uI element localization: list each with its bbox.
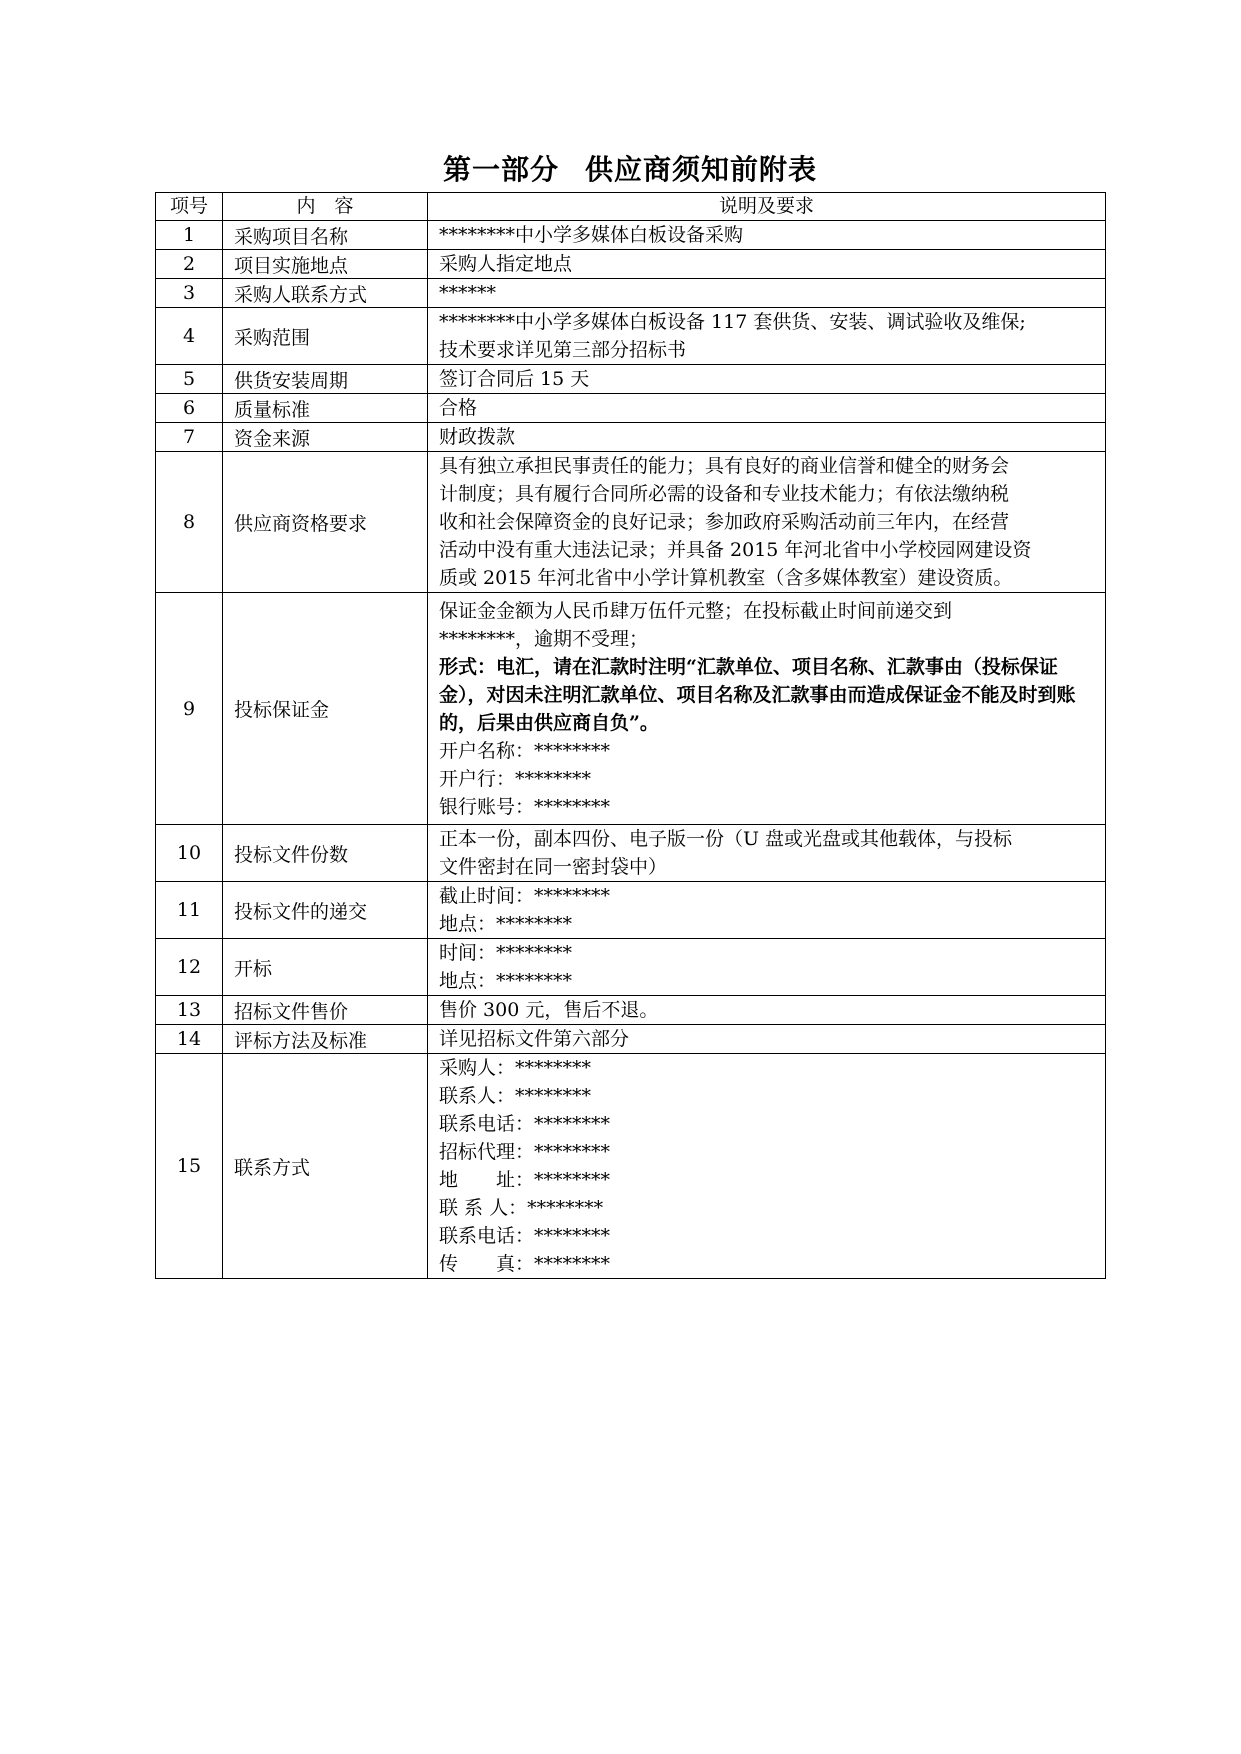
description-line: 形式：电汇，请在汇款时注明“汇款单位、项目名称、汇款事由（投标保证金），对因未注明汇款单位、项目名称及汇款事由而造成保证金不能及时到账的，后果由供应商自负”。 — [439, 655, 1076, 734]
description-line: 详见招标文件第六部分 — [439, 1028, 630, 1050]
row-item-name: 供应商资格要求 — [223, 452, 428, 593]
description-line: 文件密封在同一密封袋中） — [439, 856, 668, 878]
description-line: 时间：******** — [439, 942, 573, 964]
title-main: 供应商须知前附表 — [585, 153, 818, 186]
row-number: 2 — [156, 250, 223, 279]
row-description — [428, 939, 1106, 996]
row-number: 15 — [156, 1054, 223, 1279]
description-line: 质或 2015 年河北省中小学计算机教室（含多媒体教室）建设资质。 — [439, 567, 1013, 589]
row-item-name: 投标文件份数 — [223, 825, 428, 882]
row-item-name: 质量标准 — [223, 394, 428, 423]
description-line: 合格 — [439, 397, 478, 419]
description-line: 传 真：******** — [439, 1253, 611, 1275]
row-item-name: 采购范围 — [223, 308, 428, 365]
row-item-name: 采购项目名称 — [223, 221, 428, 250]
description-line: 售价 300 元，售后不退。 — [439, 999, 659, 1021]
row-item-name: 联系方式 — [223, 1054, 428, 1279]
description-line: ****** — [439, 282, 496, 304]
row-description — [428, 825, 1106, 882]
row-description — [428, 593, 1106, 825]
row-description — [428, 365, 1106, 394]
description-line: 收和社会保障资金的良好记录；参加政府采购活动前三年内，在经营 — [439, 511, 1010, 533]
description-line: 财政拨款 — [439, 426, 516, 448]
table-row — [156, 593, 1106, 825]
description-line: 具有独立承担民事责任的能力；具有良好的商业信誉和健全的财务会 — [439, 455, 1010, 477]
row-number: 8 — [156, 452, 223, 593]
row-item-name: 招标文件售价 — [223, 996, 428, 1025]
row-item-name: 投标保证金 — [223, 593, 428, 825]
page-title — [155, 152, 1105, 188]
row-number: 5 — [156, 365, 223, 394]
table-row — [156, 250, 1106, 279]
table-row — [156, 308, 1106, 365]
row-item-name: 供货安装周期 — [223, 365, 428, 394]
row-number: 6 — [156, 394, 223, 423]
row-item-name: 投标文件的递交 — [223, 882, 428, 939]
table-row — [156, 1025, 1106, 1054]
description-line: 开户名称：******** — [439, 739, 611, 762]
row-description — [428, 394, 1106, 423]
description-line: 地点：******** — [439, 913, 573, 935]
description-line: 联系电话：******** — [439, 1225, 611, 1247]
requirements-table — [155, 192, 1106, 1279]
description-line: 地 址：******** — [439, 1169, 611, 1191]
row-number: 3 — [156, 279, 223, 308]
description-line: 活动中没有重大违法记录；并具备 2015 年河北省中小学校园网建设资 — [439, 539, 1032, 561]
description-line: 保证金金额为人民币肆万伍仟元整；在投标截止时间前递交到 — [439, 599, 953, 622]
row-description — [428, 882, 1106, 939]
header-desc: 说明及要求 — [428, 193, 1106, 221]
requirements-table-container — [155, 192, 1105, 1279]
row-item-name: 采购人联系方式 — [223, 279, 428, 308]
table-row — [156, 996, 1106, 1025]
row-item-name: 评标方法及标准 — [223, 1025, 428, 1054]
table-header-row — [156, 193, 1106, 221]
description-line: 银行账号：******** — [439, 795, 611, 818]
row-description — [428, 1025, 1106, 1054]
table-row — [156, 1054, 1106, 1279]
row-number: 11 — [156, 882, 223, 939]
row-item-name: 项目实施地点 — [223, 250, 428, 279]
description-line: 联 系 人：******** — [439, 1197, 604, 1219]
description-line: ********中小学多媒体白板设备 117 套供货、安装、调试验收及维保; — [439, 311, 1026, 333]
description-line: 开户行：******** — [439, 767, 592, 790]
row-item-name: 开标 — [223, 939, 428, 996]
table-row — [156, 394, 1106, 423]
title-part: 第一部分 — [442, 153, 559, 186]
row-number: 9 — [156, 593, 223, 825]
description-line: 地点：******** — [439, 970, 573, 992]
row-number: 13 — [156, 996, 223, 1025]
row-number: 1 — [156, 221, 223, 250]
description-line: 技术要求详见第三部分招标书 — [439, 339, 687, 361]
table-body — [156, 221, 1106, 1279]
description-line: 正本一份，副本四份、电子版一份（U 盘或光盘或其他载体，与投标 — [439, 828, 1013, 850]
table-row — [156, 882, 1106, 939]
table-row — [156, 221, 1106, 250]
description-line: ********中小学多媒体白板设备采购 — [439, 224, 744, 246]
table-row — [156, 452, 1106, 593]
row-description — [428, 1054, 1106, 1279]
row-number: 10 — [156, 825, 223, 882]
row-description — [428, 452, 1106, 593]
table-row — [156, 279, 1106, 308]
row-description — [428, 308, 1106, 365]
row-description — [428, 250, 1106, 279]
header-no: 项号 — [156, 193, 223, 221]
row-description — [428, 996, 1106, 1025]
table-row — [156, 939, 1106, 996]
description-line: 联系人：******** — [439, 1085, 592, 1107]
description-line: 截止时间：******** — [439, 885, 611, 907]
description-line: 计制度；具有履行合同所必需的设备和专业技术能力；有依法缴纳税 — [439, 483, 1010, 505]
description-line: 联系电话：******** — [439, 1113, 611, 1135]
row-number: 14 — [156, 1025, 223, 1054]
table-row — [156, 825, 1106, 882]
header-item: 内 容 — [223, 193, 428, 221]
row-description — [428, 279, 1106, 308]
description-line: ********，逾期不受理； — [439, 627, 649, 650]
row-description — [428, 423, 1106, 452]
table-row — [156, 423, 1106, 452]
row-number: 4 — [156, 308, 223, 365]
description-line: 采购人：******** — [439, 1057, 592, 1079]
description-line: 签订合同后 15 天 — [439, 368, 590, 390]
description-line: 采购人指定地点 — [439, 253, 573, 275]
row-number: 7 — [156, 423, 223, 452]
row-item-name: 资金来源 — [223, 423, 428, 452]
description-line: 招标代理：******** — [439, 1141, 611, 1163]
table-row — [156, 365, 1106, 394]
row-description — [428, 221, 1106, 250]
row-number: 12 — [156, 939, 223, 996]
